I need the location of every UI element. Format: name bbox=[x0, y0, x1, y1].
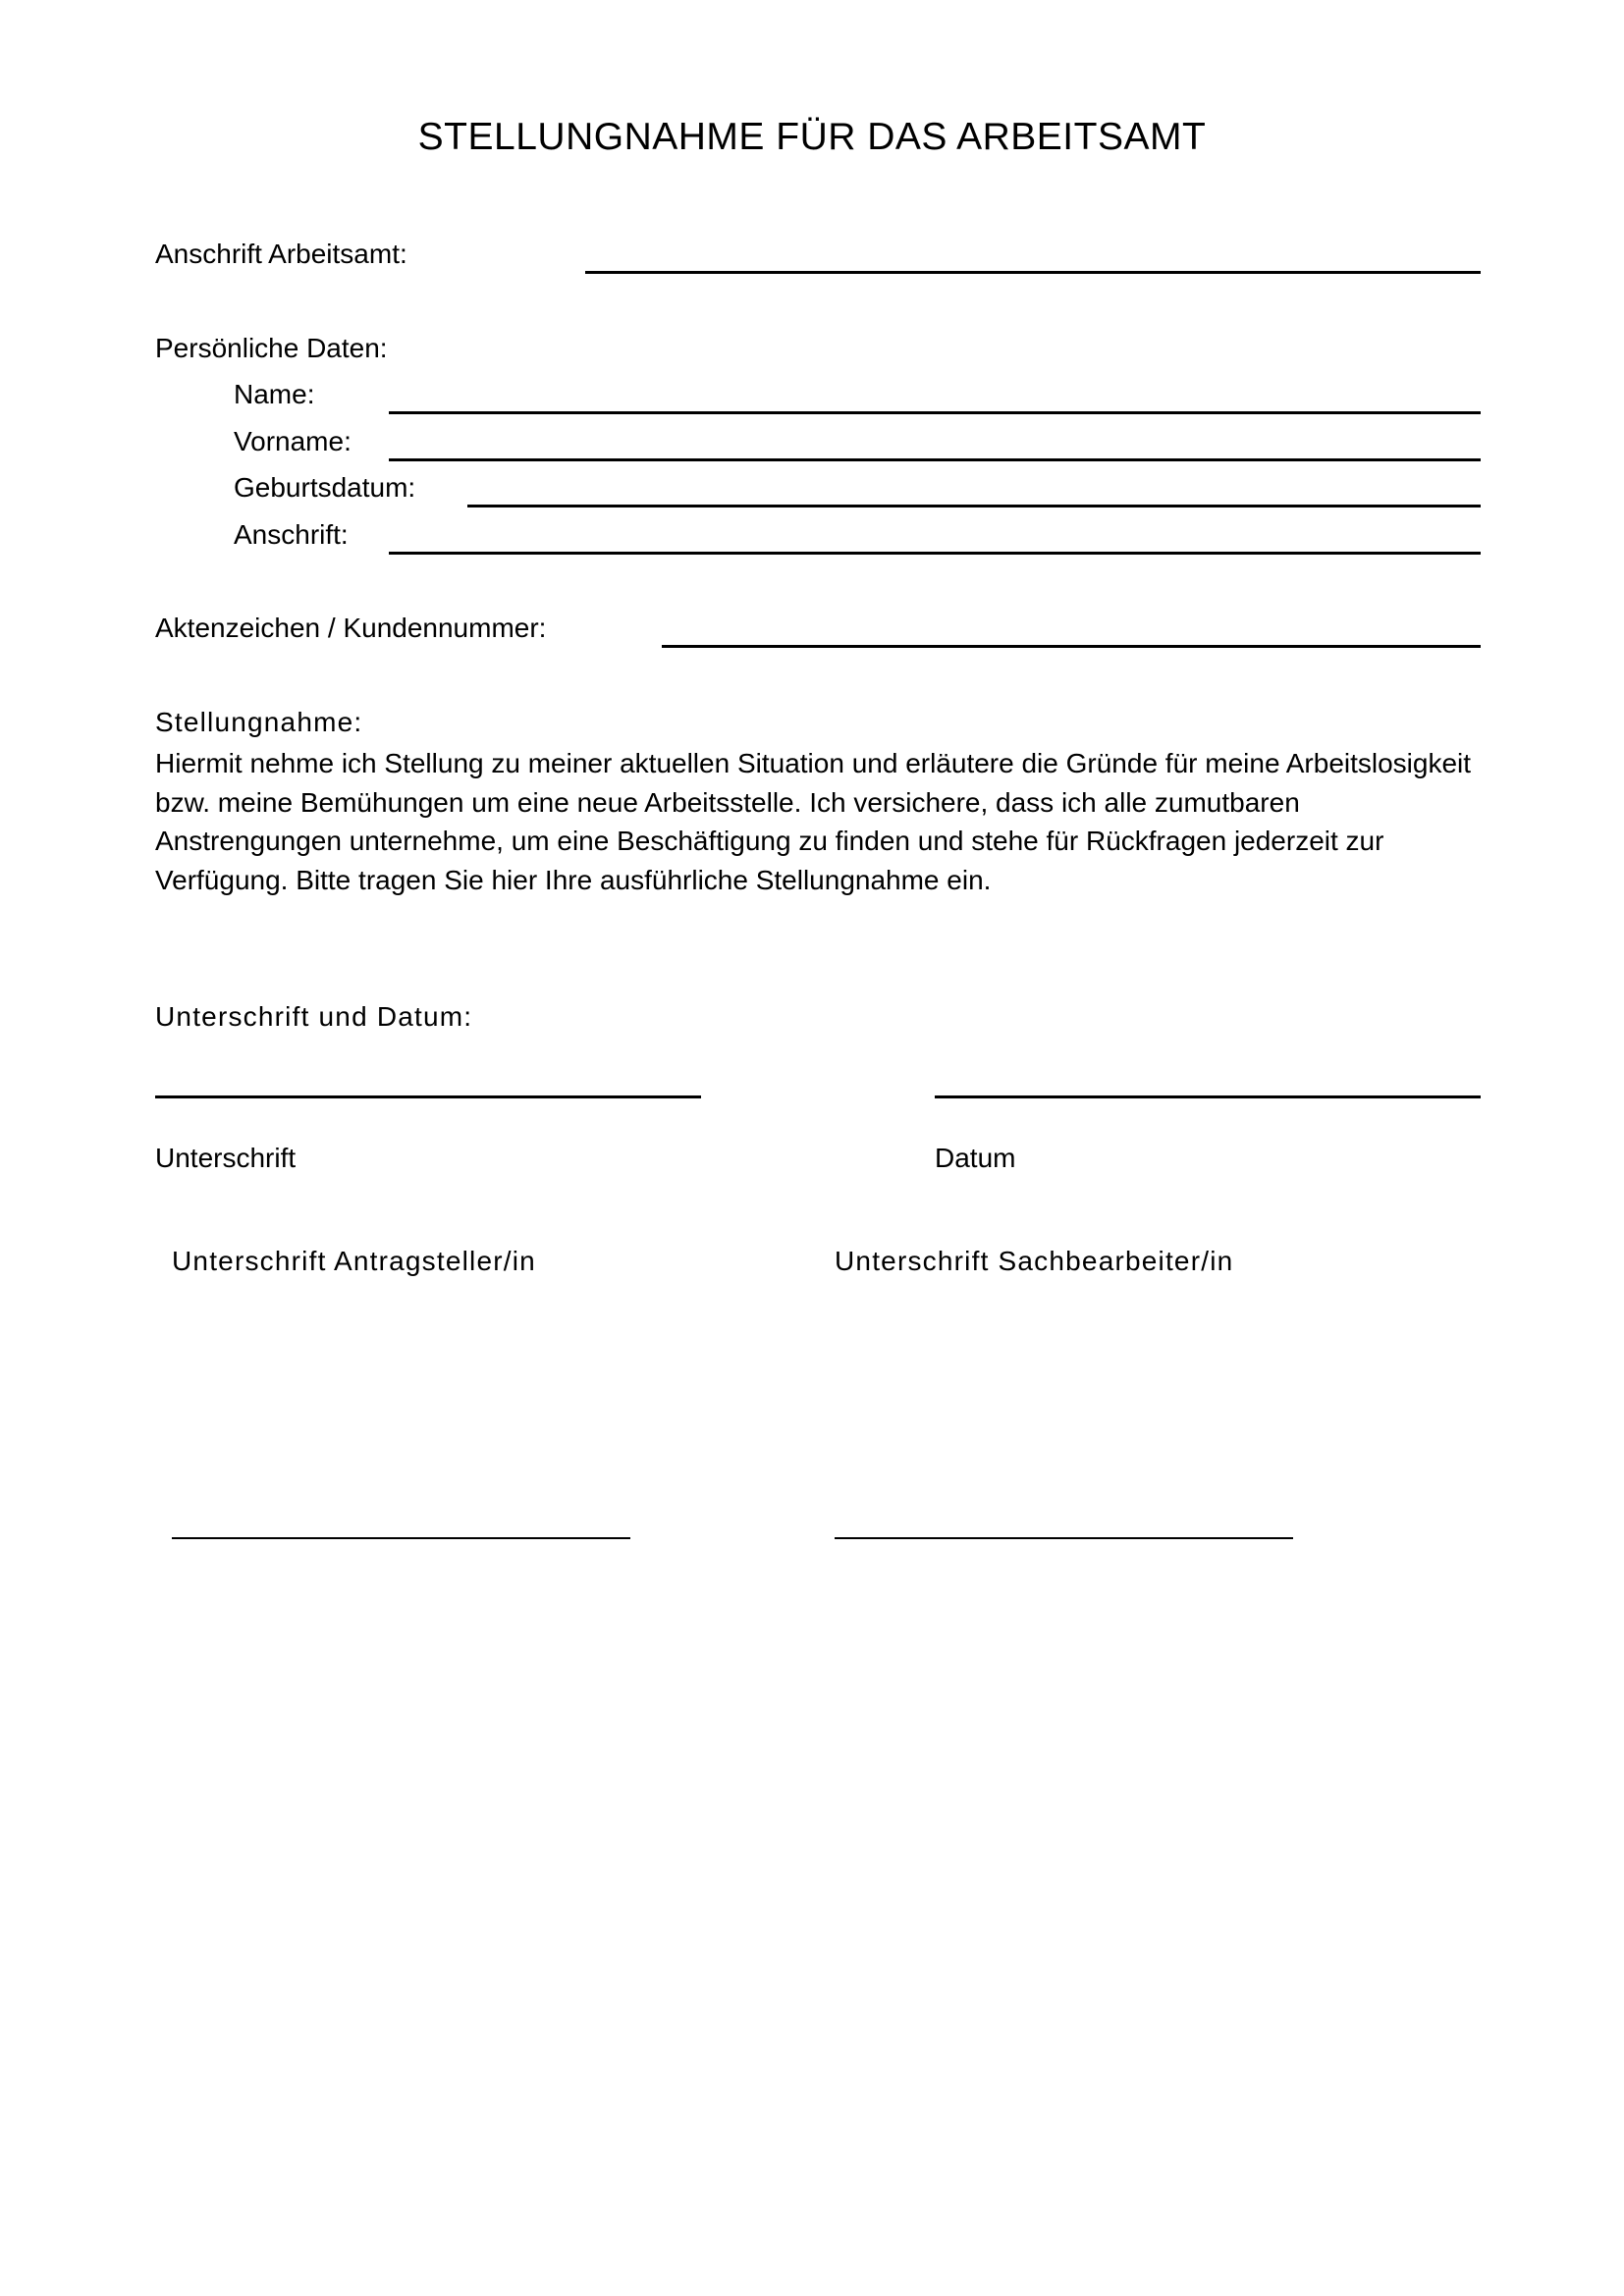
document-title: STELLUNGNAHME FÜR DAS ARBEITSAMT bbox=[417, 116, 1207, 158]
signature-caption: Unterschrift bbox=[155, 1143, 297, 1173]
signature-line[interactable] bbox=[155, 1095, 701, 1098]
clerk-signature-line[interactable] bbox=[835, 1537, 1293, 1539]
birthdate-field[interactable] bbox=[467, 471, 1481, 507]
address-field[interactable] bbox=[389, 518, 1481, 555]
office-address-label: Anschrift Arbeitsamt: bbox=[155, 239, 407, 269]
applicant-signature-line[interactable] bbox=[172, 1537, 630, 1539]
date-line[interactable] bbox=[935, 1095, 1481, 1098]
signature-date-heading: Unterschrift und Datum: bbox=[155, 1001, 473, 1032]
statement-heading: Stellungnahme: bbox=[155, 707, 363, 737]
personal-data-heading: Persönliche Daten: bbox=[155, 333, 388, 363]
name-label: Name: bbox=[234, 379, 315, 409]
firstname-field[interactable] bbox=[389, 425, 1481, 461]
reference-label: Aktenzeichen / Kundennummer: bbox=[155, 613, 547, 643]
statement-body: Hiermit nehme ich Stellung zu meiner aktuellen Situation und erläutere die Gründe für meine Arbeitslosigkeit bzw. meine Bemühungen um eine neue Arbeitsstelle. Ich versichere, dass ich alle zumutbaren Anstrengungen unternehme, um eine Beschäftigung zu finden und stehe für Rückfragen jederzeit zur Verfügung. Bitte tragen Sie hier Ihre ausführliche Stellungnahme ein. bbox=[155, 748, 1472, 895]
date-caption: Datum bbox=[935, 1143, 1016, 1173]
address-label: Anschrift: bbox=[234, 519, 349, 550]
birthdate-label: Geburtsdatum: bbox=[234, 472, 416, 503]
firstname-label: Vorname: bbox=[234, 426, 352, 456]
applicant-signature-caption: Unterschrift Antragsteller/in bbox=[172, 1246, 536, 1276]
clerk-signature-caption: Unterschrift Sachbearbeiter/in bbox=[835, 1246, 1234, 1276]
office-address-field[interactable] bbox=[585, 238, 1481, 274]
reference-field[interactable] bbox=[662, 612, 1481, 648]
name-field[interactable] bbox=[389, 378, 1481, 414]
